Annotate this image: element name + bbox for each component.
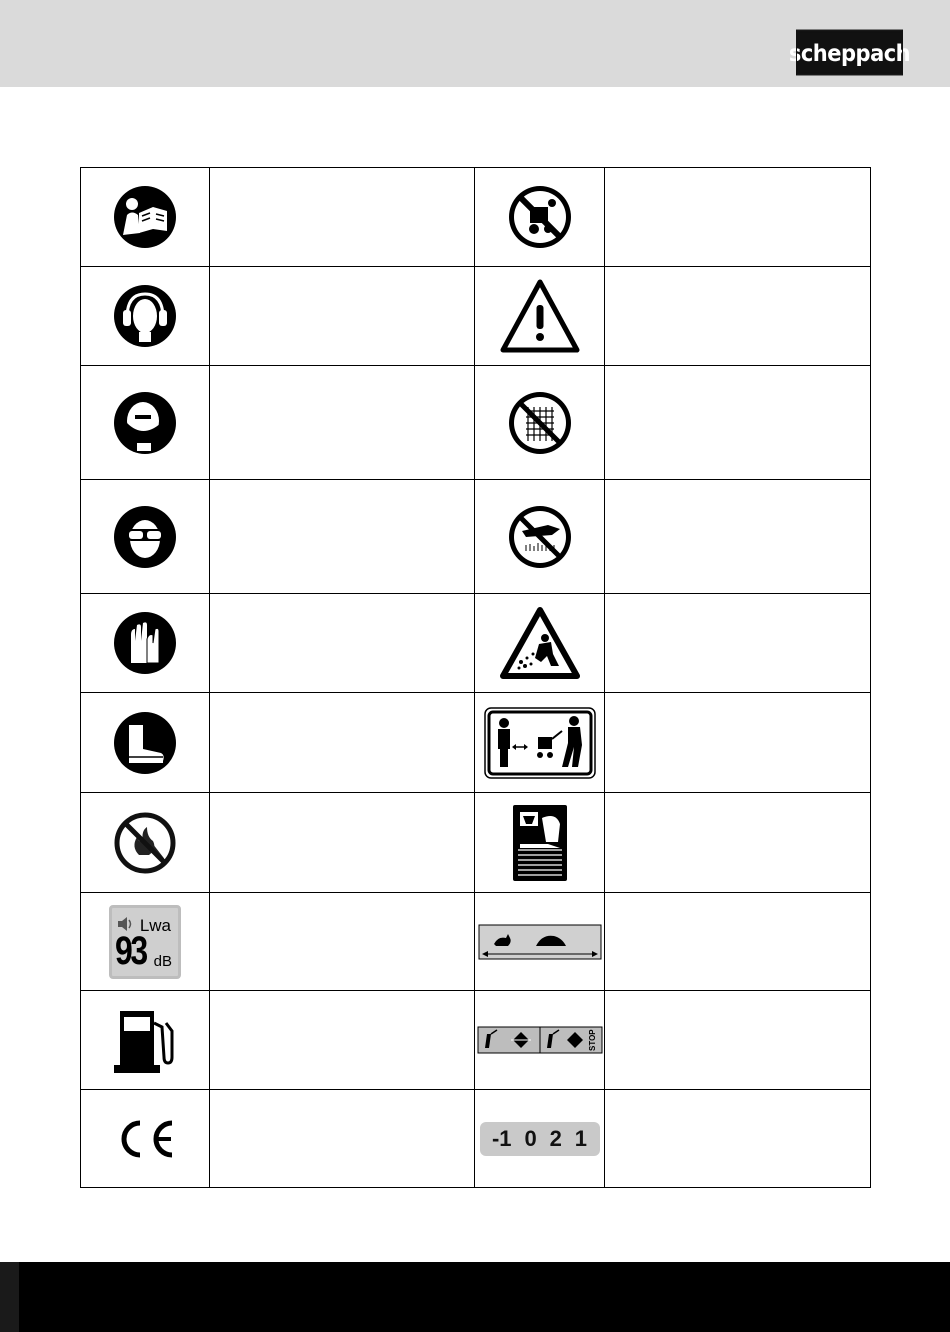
table-row — [81, 267, 871, 366]
footer-band — [0, 1262, 950, 1332]
dust-mask-icon — [113, 391, 177, 455]
symbol-cell — [81, 366, 210, 480]
table-row — [81, 1090, 871, 1188]
warning-triangle-icon — [500, 279, 580, 353]
symbol-cell — [475, 594, 605, 693]
symbol-cell — [475, 168, 605, 267]
symbol-description — [210, 893, 475, 991]
symbol-cell — [475, 991, 605, 1090]
symbol-description — [210, 480, 475, 594]
ce-mark-icon — [112, 1119, 178, 1159]
symbol-description — [605, 1090, 871, 1188]
no-hands-near-blades-icon — [508, 505, 572, 569]
read-manual-icon — [113, 185, 177, 249]
symbol-description — [210, 693, 475, 793]
footer-edge — [0, 1262, 19, 1332]
symbol-cell — [81, 893, 210, 991]
ear-protection-icon — [113, 284, 177, 348]
symbol-cell — [81, 594, 210, 693]
symbol-description — [210, 1090, 475, 1188]
safety-gloves-icon — [113, 611, 177, 675]
brand-logo — [788, 31, 911, 75]
safety-goggles-icon — [113, 505, 177, 569]
keep-distance-icon — [484, 707, 596, 779]
blade-stop-lever-icon — [477, 1026, 603, 1054]
table-row — [81, 693, 871, 793]
table-row — [81, 793, 871, 893]
sound-level-value: 93 — [115, 928, 146, 973]
symbol-description — [605, 793, 871, 893]
cutting-height-indicator-icon — [480, 1122, 600, 1156]
symbol-description — [605, 594, 871, 693]
table-row — [81, 480, 871, 594]
table-row — [81, 594, 871, 693]
sound-level-unit: dB — [153, 952, 172, 970]
no-open-fire-icon — [113, 811, 177, 875]
symbol-cell — [81, 480, 210, 594]
symbol-cell — [475, 1090, 605, 1188]
symbol-cell — [81, 267, 210, 366]
symbol-cell — [81, 1090, 210, 1188]
counter-digit: 0 — [524, 1125, 537, 1151]
counter-digit: -1 — [491, 1125, 512, 1151]
symbol-description — [210, 267, 475, 366]
symbol-cell — [475, 893, 605, 991]
table-row — [81, 991, 871, 1090]
symbol-cell — [81, 793, 210, 893]
speed-lever-icon — [478, 924, 602, 960]
table-row — [81, 893, 871, 991]
symbol-cell — [475, 480, 605, 594]
grass-collector-icon — [512, 804, 568, 882]
counter-digit: 1 — [574, 1125, 588, 1151]
symbol-cell — [81, 168, 210, 267]
symbol-cell — [475, 366, 605, 480]
symbol-description — [210, 991, 475, 1090]
symbol-cell — [475, 267, 605, 366]
symbol-description — [605, 366, 871, 480]
symbol-description — [605, 480, 871, 594]
header-band — [0, 0, 950, 87]
lwa-label: Lwa — [139, 915, 171, 935]
fuel-pump-icon — [112, 1007, 178, 1073]
sound-power-level-icon — [109, 905, 181, 979]
symbol-description — [210, 793, 475, 893]
symbol-cell — [475, 693, 605, 793]
counter-digit: 2 — [549, 1125, 562, 1151]
symbol-description — [605, 893, 871, 991]
no-grid-contact-icon — [508, 391, 572, 455]
symbol-table — [80, 167, 871, 1188]
symbol-cell — [81, 693, 210, 793]
symbol-cell — [81, 991, 210, 1090]
symbol-description — [605, 991, 871, 1090]
keep-bystanders-away-icon — [508, 185, 572, 249]
brand-logo-text: scheppach — [788, 39, 911, 66]
symbol-description — [605, 693, 871, 793]
stop-text: STOP — [587, 1029, 597, 1051]
symbol-description — [605, 267, 871, 366]
symbol-description — [605, 168, 871, 267]
table-row — [81, 168, 871, 267]
thrown-objects-warning-icon — [499, 606, 581, 680]
symbol-description — [210, 366, 475, 480]
symbol-description — [210, 594, 475, 693]
table-row — [81, 366, 871, 480]
symbol-cell — [475, 793, 605, 893]
safety-boots-icon — [113, 711, 177, 775]
symbol-description — [210, 168, 475, 267]
